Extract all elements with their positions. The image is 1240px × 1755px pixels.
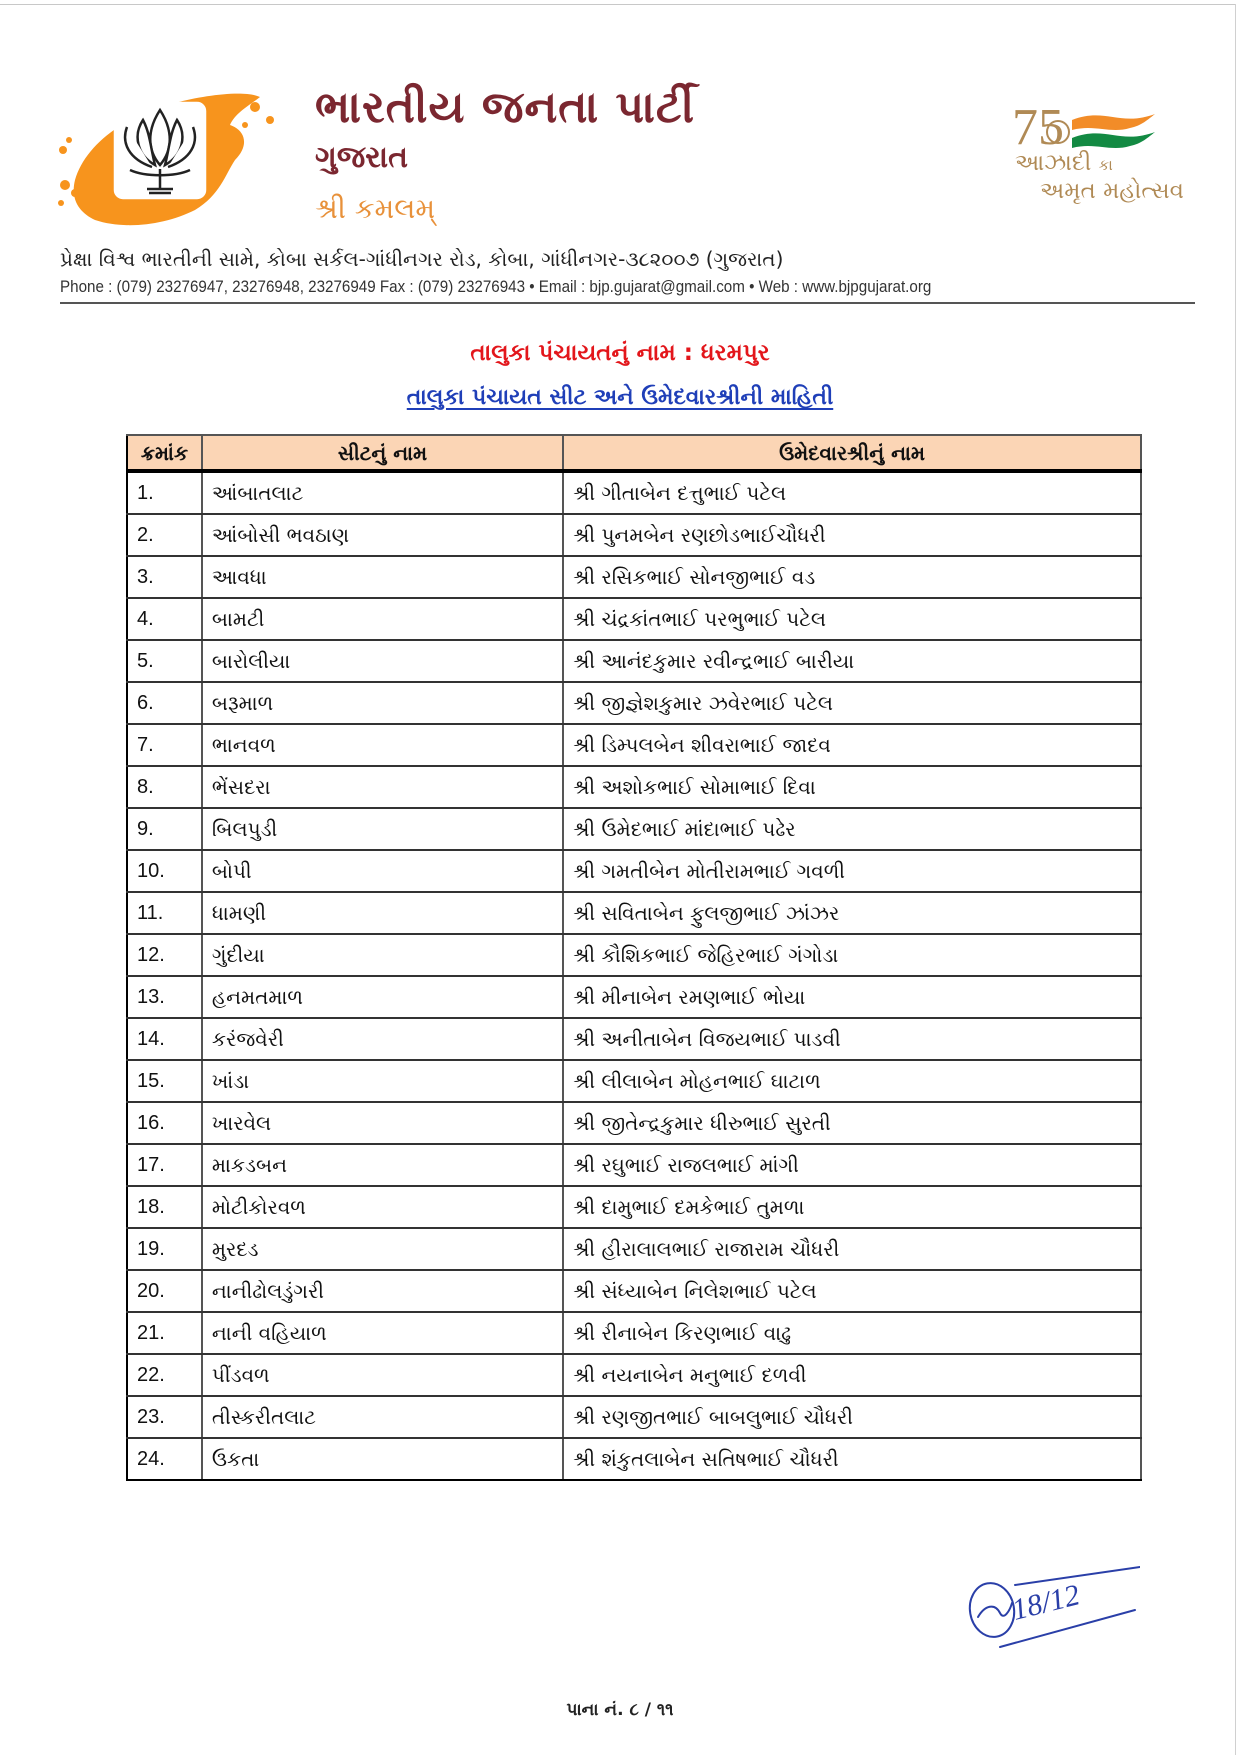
table-row	[127, 1102, 1141, 1144]
serial-cell: 24.	[127, 1438, 202, 1480]
party-office: શ્રી કમલમ્	[315, 192, 436, 225]
party-state: ગુજરાત	[315, 140, 409, 175]
candidate-name-cell: શ્રી લીલાબેન મોહનભાઈ ઘાટાળ	[563, 1060, 1141, 1102]
candidate-name-cell: શ્રી દામુભાઈ દમકેભાઈ તુમળા	[563, 1186, 1141, 1228]
seat-name-cell: પીંડવળ	[202, 1354, 563, 1396]
candidate-name-cell: શ્રી નયનાબેન મનુભાઈ દળવી	[563, 1354, 1141, 1396]
candidate-name-cell: શ્રી ચંદ્રકાંતભાઈ પરભુભાઈ પટેલ	[563, 598, 1141, 640]
serial-cell: 11.	[127, 892, 202, 934]
serial-cell: 16.	[127, 1102, 202, 1144]
party-name: ભારતીય જનતા પાર્ટી	[315, 82, 696, 133]
amrit-ka: કા	[1098, 156, 1113, 174]
candidate-name-cell: શ્રી જીતેન્દ્રકુમાર ધીરુભાઈ સુરતી	[563, 1102, 1141, 1144]
flag-green	[1072, 132, 1155, 148]
serial-cell: 8.	[127, 766, 202, 808]
seat-name-cell: ઉકતા	[202, 1438, 563, 1480]
serial-cell: 19.	[127, 1228, 202, 1270]
candidate-name-cell: શ્રી અશોકભાઈ સોમાભાઈ દિવા	[563, 766, 1141, 808]
serial-cell: 3.	[127, 556, 202, 598]
candidate-name-cell: શ્રી ગીતાબેન દત્તુભાઈ પટેલ	[563, 471, 1141, 514]
table-row	[127, 1396, 1141, 1438]
table-row	[127, 976, 1141, 1018]
table-row	[127, 1354, 1141, 1396]
column-header-serial: ક્રમાંક	[127, 435, 202, 471]
seat-name-cell: ગુંદીયા	[202, 934, 563, 976]
seat-name-cell: હનમતમાળ	[202, 976, 563, 1018]
candidate-name-cell: શ્રી ઉમેદભાઈ માંદાભાઈ પઢેર	[563, 808, 1141, 850]
candidate-name-cell: શ્રી પુનમબેન રણછોડભાઈચૌધરી	[563, 514, 1141, 556]
table-row	[127, 1270, 1141, 1312]
seat-name-cell: મુરદડ	[202, 1228, 563, 1270]
bjp-lotus-logo	[55, 85, 285, 230]
candidate-name-cell: શ્રી ડિમ્પલબેન શીવરાભાઈ જાદવ	[563, 724, 1141, 766]
serial-cell: 20.	[127, 1270, 202, 1312]
page-number: પાના નં. ૮ / ૧૧	[566, 1700, 674, 1720]
letterhead-divider	[60, 302, 1195, 304]
serial-cell: 23.	[127, 1396, 202, 1438]
serial-cell: 15.	[127, 1060, 202, 1102]
serial-cell: 13.	[127, 976, 202, 1018]
serial-cell: 9.	[127, 808, 202, 850]
page-right-edge	[1235, 4, 1236, 1755]
table-row	[127, 724, 1141, 766]
candidate-name-cell: શ્રી આનંદકુમાર રવીન્દ્રભાઈ બારીયા	[563, 640, 1141, 682]
table-row	[127, 514, 1141, 556]
serial-cell: 2.	[127, 514, 202, 556]
document-title: તાલુકા પંચાયતનું નામ : ધરમપુર	[470, 340, 770, 366]
seat-name-cell: બામટી	[202, 598, 563, 640]
lotus-icon	[115, 103, 205, 198]
seat-name-cell: બરૂમાળ	[202, 682, 563, 724]
table-row	[127, 1438, 1141, 1480]
serial-cell: 10.	[127, 850, 202, 892]
seat-name-cell: ભેંસદરા	[202, 766, 563, 808]
table-row	[127, 640, 1141, 682]
table-row	[127, 556, 1141, 598]
candidate-name-cell: શ્રી સંધ્યાબેન નિલેશભાઈ પટેલ	[563, 1270, 1141, 1312]
table-row	[127, 766, 1141, 808]
seat-name-cell: ખાંડા	[202, 1060, 563, 1102]
serial-cell: 6.	[127, 682, 202, 724]
seat-name-cell: ભાનવળ	[202, 724, 563, 766]
amrit-line1	[1015, 150, 1113, 176]
table-row	[127, 682, 1141, 724]
table-row	[127, 1312, 1141, 1354]
serial-cell: 22.	[127, 1354, 202, 1396]
serial-cell: 12.	[127, 934, 202, 976]
contact-details: Phone : (079) 23276947, 23276948, 23276949 Fax : (079) 23276943 • Email : bjp.gujarat@gmail.com • Web : www.bjpgujarat.org	[60, 278, 932, 296]
candidate-name-cell: શ્રી રણજીતભાઈ બાબલુભાઈ ચૌધરી	[563, 1396, 1141, 1438]
candidate-name-cell: શ્રી રીનાબેન કિરણભાઈ વાઢુ	[563, 1312, 1141, 1354]
serial-cell: 4.	[127, 598, 202, 640]
candidate-name-cell: શ્રી હીરાલાલભાઈ રાજારામ ચૌધરી	[563, 1228, 1141, 1270]
table-row	[127, 1144, 1141, 1186]
table-header-row	[127, 435, 1141, 471]
serial-cell: 7.	[127, 724, 202, 766]
seat-name-cell: આવધા	[202, 556, 563, 598]
table-row	[127, 934, 1141, 976]
serial-cell: 21.	[127, 1312, 202, 1354]
seat-name-cell: કરંજવેરી	[202, 1018, 563, 1060]
table-row	[127, 1060, 1141, 1102]
candidate-name-cell: શ્રી રસિકભાઈ સોનજીભાઈ વડ	[563, 556, 1141, 598]
amrit-azadi: આઝાદી	[1015, 150, 1092, 176]
amrit-75-mark: 75	[1012, 99, 1064, 156]
seat-name-cell: ખારવેલ	[202, 1102, 563, 1144]
candidate-name-cell: શ્રી મીનાબેન રમણભાઈ ભોયા	[563, 976, 1141, 1018]
table-row	[127, 892, 1141, 934]
candidate-name-cell: શ્રી રઘુભાઈ રાજલભાઈ માંગી	[563, 1144, 1141, 1186]
serial-cell: 17.	[127, 1144, 202, 1186]
seat-name-cell: માકડબન	[202, 1144, 563, 1186]
seat-name-cell: ધામણી	[202, 892, 563, 934]
candidate-name-cell: શ્રી અનીતાબેન વિજયભાઈ પાડવી	[563, 1018, 1141, 1060]
flag-saffron	[1072, 114, 1155, 130]
office-address: પ્રેક્ષા વિશ્વ ભારતીની સામે, કોબા સર્કલ-ગાંધીનગર રોડ, કોબા, ગાંધીનગર-૩૮૨૦૦૭ (ગુજરાત)	[60, 247, 784, 271]
handwritten-signature	[960, 1555, 1140, 1665]
table-row	[127, 850, 1141, 892]
candidate-name-cell: શ્રી કૌશિકભાઈ જેહિરભાઈ ગંગોડા	[563, 934, 1141, 976]
table-row	[127, 598, 1141, 640]
table-body	[127, 471, 1141, 1480]
serial-cell: 14.	[127, 1018, 202, 1060]
seat-name-cell: બિલપુડી	[202, 808, 563, 850]
table-row	[127, 471, 1141, 514]
signature-text: 18/12	[1008, 1578, 1084, 1627]
seat-name-cell: બોપી	[202, 850, 563, 892]
table-row	[127, 808, 1141, 850]
seat-name-cell: આંબોસી ભવઠાણ	[202, 514, 563, 556]
seat-name-cell: આંબાતલાટ	[202, 471, 563, 514]
seat-name-cell: મોટીકોરવળ	[202, 1186, 563, 1228]
serial-cell: 18.	[127, 1186, 202, 1228]
column-header-candidate: ઉમેદવારશ્રીનું નામ	[563, 435, 1141, 471]
document-subtitle-text: તાલુકા પંચાયત સીટ અને ઉમેદવારશ્રીની માહિતી	[406, 385, 834, 410]
seat-name-cell: તીસ્કરીતલાટ	[202, 1396, 563, 1438]
table-row	[127, 1186, 1141, 1228]
document-subtitle	[0, 385, 1240, 410]
serial-cell: 5.	[127, 640, 202, 682]
table-row	[127, 1018, 1141, 1060]
candidate-name-cell: શ્રી ગમતીબેન મોતીરામભાઈ ગવળી	[563, 850, 1141, 892]
seat-name-cell: નાનીઢોલડુંગરી	[202, 1270, 563, 1312]
candidate-name-cell: શ્રી શંકુતલાબેન સતિષભાઈ ચૌધરી	[563, 1438, 1141, 1480]
table-row	[127, 1228, 1141, 1270]
serial-cell: 1.	[127, 471, 202, 514]
amrit-line2: અમૃત મહોત્સવ	[1040, 178, 1184, 204]
candidate-name-cell: શ્રી જીજ્ઞેશકુમાર ઝવેરભાઈ પટેલ	[563, 682, 1141, 724]
candidates-table	[126, 434, 1142, 1481]
column-header-seat: સીટનું નામ	[202, 435, 563, 471]
seat-name-cell: નાની વહિયાળ	[202, 1312, 563, 1354]
seat-name-cell: બારોલીયા	[202, 640, 563, 682]
candidate-name-cell: શ્રી સવિતાબેન ફુલજીભાઈ ઝાંઝર	[563, 892, 1141, 934]
